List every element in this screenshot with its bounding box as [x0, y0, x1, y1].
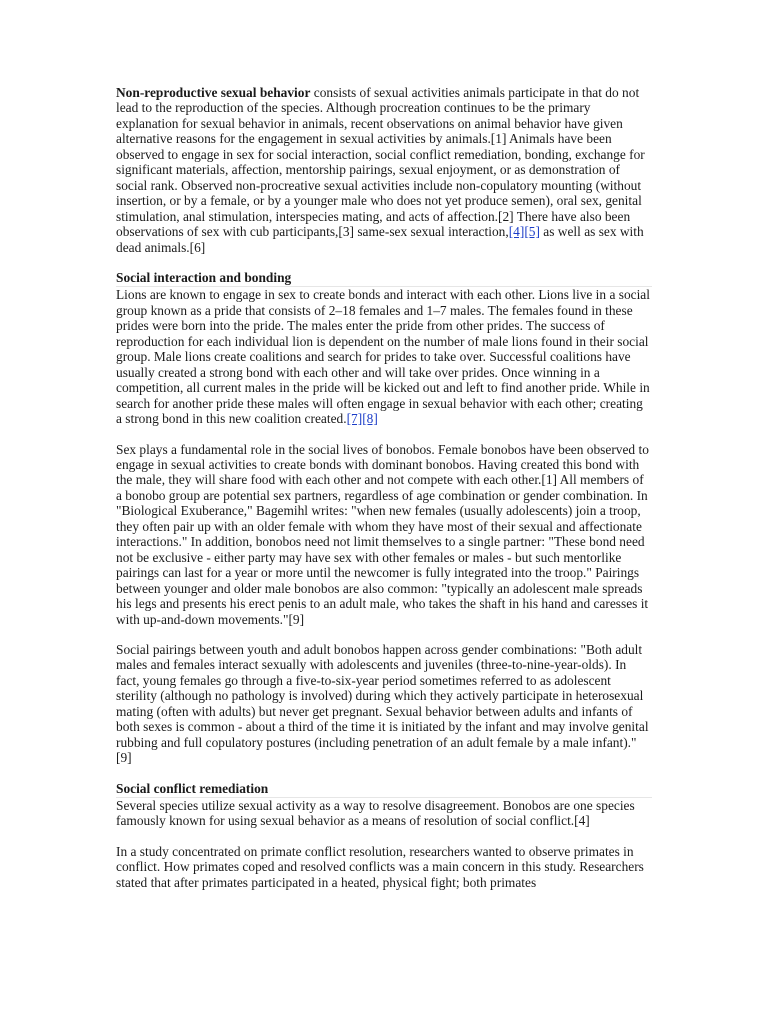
section-heading-conflict-remediation: Social conflict remediation: [116, 781, 652, 798]
citation-link-5[interactable]: [5]: [524, 224, 540, 240]
bonobos-paragraph: Sex plays a fundamental role in the social lives of bonobos. Female bonobos have been observed to engage in sexual activities to create bonds with dominant bonobos. Having created this bond with the male, they will share food with each other and not compete with each other.[1] All members of a bonobo group are potential sex partners, regardless of age combination or gender combination. In "Biological Exuberance," Bagemihl writes: "when new females (usually adolescents) join a troop, they often pair up with an older female with whom they have most of their sexual and affectionate interactions." In addition, bonobos need not limit themselves to a single partner: "These bond need not be exclusive - either party may have sex with other females or males - but such mentorlike pairings can last for a year or more until the newcomer is fully integrated into the troop." Pairings between younger and older male bonobos are also common: "typically an adolescent male spreads his legs and presents his erect penis to an adult male, who takes the shaft in his hand and caresses it with up-and-down movements."[9]: [116, 441, 649, 627]
document-page: [116, 85, 652, 905]
intro-text-b: as well as sex with dead animals.[6]: [116, 224, 644, 255]
intro-text-a: consists of sexual activities animals participate in that do not lead to the reproduction of the species. Although procreation continues to be the primary explanation for sexual behavior in animals, recent observations on animal behavior have given alternative reasons for the engagement in sexual activities by animals.[1] Animals have been observed to engage in sex for social interaction, social conflict remediation, bonding, exchange for significant materials, affection, mentorship pairings, sexual enjoyment, or as demonstration of social rank. Observed non-procreative sexual activities include non-copulatory mounting (without insertion, or by a female, or by a younger male who does not yet produce semen), oral sex, genital stimulation, anal stimulation, interspecies mating, and acts of affection.[2] There have also been observations of sex with cub participants,[3] same-sex sexual interaction,: [116, 85, 645, 240]
lions-text: Lions are known to engage in sex to create bonds and interact with each other. Lions live in a social group known as a pride that consists of 2–18 females and 1–7 males. The females found in these prides were born into the pride. The males enter the pride from other prides. The success of reproduction for each individual lion is dependent on the number of male lions found in their social group. Male lions create coalitions and search for prides to take over. Successful coalitions have usually created a strong bond with each other and will take over prides. Once winning in a competition, all current males in the pride will be kicked out and left to find another pride. While in search for another pride these males will often engage in sexual behavior with each other; creating a strong bond in this new coalition created.: [116, 287, 650, 427]
citation-link-8[interactable]: [8]: [362, 411, 378, 427]
citation-link-4[interactable]: [4]: [508, 224, 525, 240]
citation-link-7[interactable]: [7]: [346, 411, 363, 427]
section-heading-social-interaction: Social interaction and bonding: [116, 270, 652, 287]
social-pairings-paragraph: Social pairings between youth and adult bonobos happen across gender combinations: "Both adult males and females interact sexually with adolescents and juveniles (three-to-nine-year-olds). In fact, young females go through a five-to-six-year period sometimes referred to as adolescent sterility (although no pathology is involved) during which they actively participate in heterosexual mating (often with adults) but never get pregnant. Sexual behavior between adults and infants of both sexes is common - about a third of the time it is initiated by the infant and may involve genital rubbing and full copulatory postures (including penetration of an adult female by a male infant)."[9]: [116, 641, 649, 766]
primate-study-paragraph: In a study concentrated on primate conflict resolution, researchers wanted to observe primates in conflict. How primates coped and resolved conflicts was a main concern in this study. Researchers stated that after primates participated in a heated, physical fight; both primates: [116, 843, 644, 890]
conflict-paragraph: Several species utilize sexual activity as a way to resolve disagreement. Bonobos are one species famously known for using sexual behavior as a means of resolution of social conflict.[4]: [116, 798, 635, 829]
intro-term: Non-reproductive sexual behavior: [116, 85, 311, 100]
intro-paragraph: [116, 85, 652, 255]
lions-paragraph: [116, 287, 652, 426]
